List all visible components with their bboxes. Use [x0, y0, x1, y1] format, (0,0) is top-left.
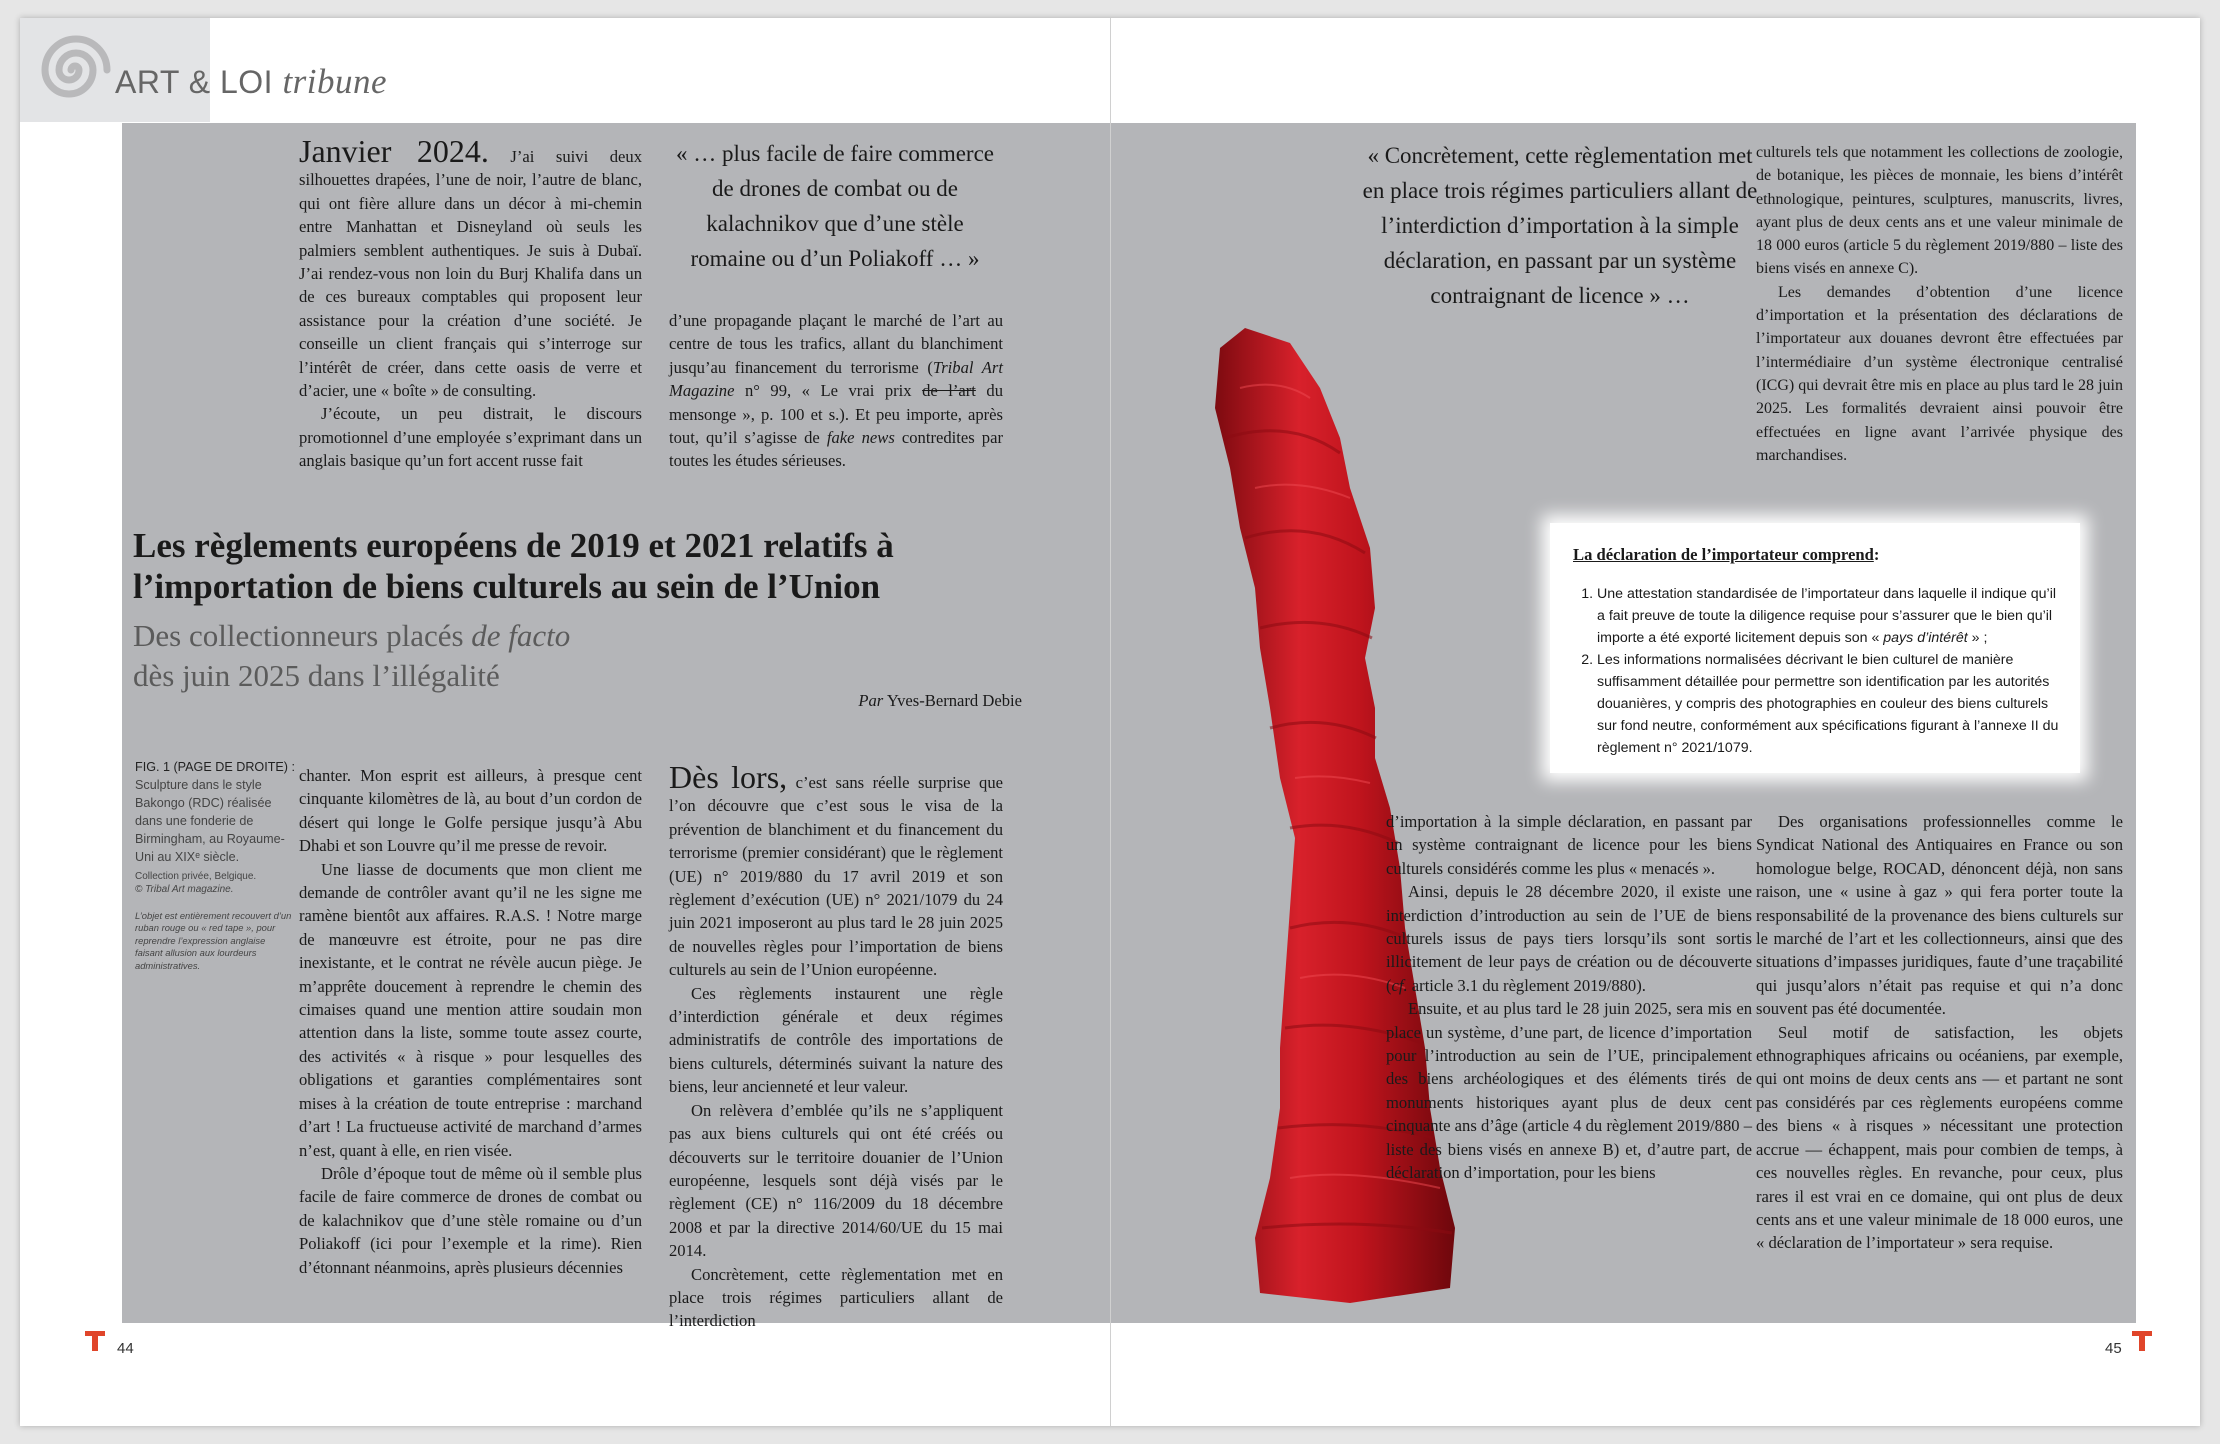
item-text: Une attestation standardisée de l’importateur dans laquelle il indique qu’il a fait preuve de toute la diligence requise pour s’assurer que le bien qu’il importe a été exporté licitement depuis son «	[1597, 586, 2057, 646]
subtitle-line2: dès juin 2025 dans l’illégalité	[133, 658, 500, 693]
struck-text: de l’art	[922, 381, 976, 401]
section-name: ART & LOI	[115, 64, 274, 100]
drop-lead: Dès lors,	[669, 759, 788, 795]
byline	[772, 691, 1022, 711]
list-item	[1597, 649, 2064, 759]
page-number-right: 45	[2105, 1340, 2122, 1357]
text-run: d’une propagande plaçant le marché de l’art au centre de tous les trafics, allant du blanchiment jusqu’au financement du terrorisme (	[669, 311, 1003, 377]
byline-author: Yves-Bernard Debie	[886, 691, 1022, 710]
text-run: n° 99, « Le vrai prix	[734, 381, 923, 401]
t-logo-icon	[2132, 1331, 2152, 1351]
paragraph	[299, 133, 643, 402]
pull-quote-right: « Concrètement, cette règlementation met en place trois régimes particuliers allant de l’interdiction d’importation à la simple déclaration, en passant par un système contraignant de licence » …	[1362, 143, 1758, 308]
paragraph: J’écoute, un peu distrait, le discours promotionnel d’une employée s’exprimant dans un anglais basique qu’un fort accent russe fait	[299, 404, 642, 471]
paragraph-text: J’ai suivi deux silhouettes drapées, l’une de noir, l’autre de blanc, qui ont fière allure dans un décor à mi-chemin entre Manhattan et Disneyland où seuls les palmiers semblent authentiques. Je suis à Dubaï. J’ai rendez-vous non loin du Burj Khalifa dans un de ces bureaux comptables qui proposent leur assistance pour la création d’une société. Je conseille un client français qui s’interroge sur l’intérêt de créer, dans cette oasis de verre et d’acier, une « boîte » de consulting.	[299, 147, 643, 401]
byline-par: Par	[858, 691, 884, 710]
paragraph	[669, 309, 1003, 473]
paragraph	[1386, 880, 1752, 997]
list-item	[1597, 583, 2064, 649]
caption-text: Sculpture dans le style Bakongo (RDC) réalisée dans une fonderie de Birmingham, au Royaume-Uni au XIXᵉ siècle.	[135, 778, 285, 864]
paragraph: Une liasse de documents que mon client me demande de contrôler avant qu’il ne les signe me ramène bientôt aux affaires. R.A.S. ! Notre marge de manœuvre est étroite, pour ne pas dire inexistante, et le contrat ne révèle aucun piège. Je m’apprête doucement à reprendre le chemin des cimaises quand une mention attire soudain mon attention dans la liste, somme toute assez courte, des activités « à risque » pour lesquelles des obligations et garanties complémentaires sont mises à la création de toute entreprise : marchand d’art ! La fructueuse activité de marchand d’armes n’est, quant à elle, en rien visée.	[299, 859, 642, 1160]
italic-term: fake news	[826, 428, 895, 448]
box-title-colon: :	[1873, 545, 1880, 564]
box-title	[1573, 545, 2080, 565]
paragraph: Ensuite, et au plus tard le 28 juin 2025, sera mis en place un système, d’une part, de licence d’importation pour l’introduction au sein de l’UE, principalement des biens archéologiques et des éléments tirés de monuments historiques ayant plus de deux cent cinquante ans d’âge (article 4 du règlement 2019/880 – liste des biens visés en annexe B) et, d’autre part, de déclaration d’importation, pour les biens	[1386, 999, 1752, 1183]
box-list	[1573, 583, 2064, 759]
box-title-text: La déclaration de l’importateur comprend	[1573, 545, 1874, 564]
paragraph: Ces règlements instaurent une règle d’interdiction générale et deux régimes administratifs de contrôle des importations de biens culturels, déterminés suivant la nature des biens, leur ancienneté et leur valeur.	[669, 983, 1003, 1097]
italic-term: cf.	[1391, 975, 1408, 995]
spiral-logo-icon	[20, 18, 130, 122]
subtitle-part: Des collectionneurs placés	[133, 618, 472, 653]
caption-credit	[135, 870, 295, 896]
right-col4	[1756, 810, 2123, 1255]
paragraph: culturels tels que notamment les collections de zoologie, de botanique, les pièces de monnaie, les biens d’intérêt ethnologique, peintures, sculptures, manuscrits, livres, ayant plus de deux cents ans et une valeur minimale de 18 000 euros (article 5 du règlement 2019/880 – liste des biens visés en annexe C).	[1756, 144, 2123, 278]
article-title: Les règlements européens de 2019 et 2021 relatifs à l’importation de biens culturels au sein de l’Union	[133, 526, 894, 606]
section-sub: tribune	[282, 62, 388, 101]
credit-line: Collection privée, Belgique.	[135, 871, 257, 882]
paragraph: d’importation à la simple déclaration, en passant par un système contraignant de licence pour les biens culturels considérés comme les plus « menacés ».	[1386, 812, 1752, 878]
paragraph: On relèvera d’emblée qu’ils ne s’appliquent pas aux biens culturels qui ont été créés ou découverts sur le territoire douanier de l’Union européenne, lesquels sont déjà visés par le règlement (CE) n° 116/2009 du 18 décembre 2008 et par la directive 2014/60/UE du 15 mai 2014.	[669, 1100, 1003, 1261]
item-text: » ;	[1967, 630, 1988, 646]
item-text: Les informations normalisées décrivant le bien culturel de manière suffisamment détaillée pour permettre son identification par les autorités douanières, y compris des photographies en couleur des biens culturels sur fond neutre, conformément aux spécifications figurant à l’annexe II du règlement n° 2021/1079.	[1597, 652, 2059, 756]
paragraph	[669, 759, 1003, 982]
paragraph: Des organisations professionnelles comme le Syndicat National des Antiquaires en France ou son homologue belge, ROCAD, dénoncent déjà, non sans raison, une « usine à gaz » qui fera porter toute la responsabilité de la provenance des biens culturels sur le marché de l’art et les collectionneurs, ainsi que des situations d’impasses juridiques, faute d’une traçabilité qui jusqu’alors n’était pas requise et qui n’a donc souvent pas été documentée.	[1756, 812, 2123, 1019]
left-col2-top	[669, 309, 1003, 473]
caption-label: FIG. 1 (PAGE DE DROITE) :	[135, 760, 296, 774]
page-number-left: 44	[117, 1340, 134, 1357]
item-italic: pays d’intérêt	[1883, 630, 1968, 646]
magazine-spread	[20, 18, 2200, 1426]
pull-quote-left: « … plus facile de faire commerce de drones de combat ou de kalachnikov que d’une stèle romaine ou d’un Poliakoff … »	[675, 141, 994, 271]
caption-main	[135, 758, 295, 866]
paragraph-text: Ainsi, depuis le 28 décembre 2020, il existe une interdiction d’introduction au sein de l’UE de biens culturels issus de pays tiers lorsqu’ils sont sortis illicitement de leur pays de création ou de découverte (	[1386, 882, 1752, 995]
left-col1-top	[299, 133, 643, 473]
drop-lead: Janvier 2024.	[299, 133, 489, 169]
text-run: du mensonge », p. 100 et s.). Et peu importe, après tout, qu’il s’agisse de	[669, 381, 1003, 448]
importer-declaration-box	[1550, 523, 2080, 773]
paragraph-text: c’est sans réelle surprise que l’on découvre que c’est sous le visa de la prévention de blanchiment et du financement du terrorisme (premier considérant) que le règlement (UE) n° 2019/880 du 17 avril 2019 et son règlement d’exécution (UE) n° 2021/1079 du 24 juin 2021 imposeront au plus tard le 28 juin 2025 de nouvelles règles pour l’importation de biens culturels au sein de l’Union européenne.	[669, 773, 1003, 980]
right-col3	[1386, 810, 1752, 1185]
left-col2-bottom	[669, 759, 1003, 1333]
section-header	[115, 62, 387, 102]
caption-note: L’objet est entièrement recouvert d’un ruban rouge ou « red tape », pour reprendre l’expression anglaise faisant allusion aux lourdeurs administratives.	[135, 910, 292, 971]
paragraph: Drôle d’époque tout de même où il semble plus facile de faire commerce de drones de combat ou de kalachnikov que d’une stèle romaine ou d’un Poliakoff (ici pour l’exemple et la rime). Rien d’étonnant néanmoins, après plusieurs décennies	[299, 1163, 642, 1277]
paragraph: Seul motif de satisfaction, les objets ethnographiques africains ou océaniens, par exemple, qui ont moins de deux cents ans — et partant ne sont pas considérés par ces règlements européens comme des biens « à risques » nécessitant une protection accrue — échappent, mais pour combien de temps, à ces nouvelles règles. En revanche, pour ceux, plus rares il est vrai en ce domaine, qui ont plus de deux cents ans et une valeur minimale de 18 000 euros, une « déclaration de l’importateur » sera requise.	[1756, 1022, 2123, 1253]
paragraph-text: article 3.1 du règlement 2019/880).	[1407, 975, 1646, 995]
credit-line: © Tribal Art magazine.	[135, 884, 234, 895]
page-spine	[1110, 18, 1111, 1426]
article-subtitle	[133, 616, 833, 696]
paragraph: Les demandes d’obtention d’une licence d’importation et la présentation des déclarations de l’importateur aux douanes devront être effectuées par l’intermédiaire d’un système électronique centralisé (ICG) qui devrait être mis en place au plus tard le 28 juin 2025. Les formalités devraient ainsi pouvoir être effectuées en ligne avant l’arrivée physique des marchandises.	[1756, 283, 2123, 464]
paragraph: Concrètement, cette règlementation met en place trois régimes particuliers allant de l’interdiction	[669, 1264, 1003, 1331]
magazine-name: Tribal Art Magazine	[669, 357, 1004, 401]
t-logo-icon	[85, 1331, 105, 1351]
figure-caption	[135, 758, 295, 972]
paragraph: chanter. Mon esprit est ailleurs, à presque cent cinquante kilomètres de là, au bout d’un cordon de désert qui longe le Golfe persique jusqu’à Abu Dhabi et son Louvre qu’il me presse de revoir.	[299, 766, 642, 856]
subtitle-italic: de facto	[471, 618, 571, 653]
left-col1-bottom	[299, 764, 642, 1279]
right-col-top	[1756, 141, 2123, 467]
text-run: contredites par toutes les études sérieuses.	[669, 428, 1003, 471]
